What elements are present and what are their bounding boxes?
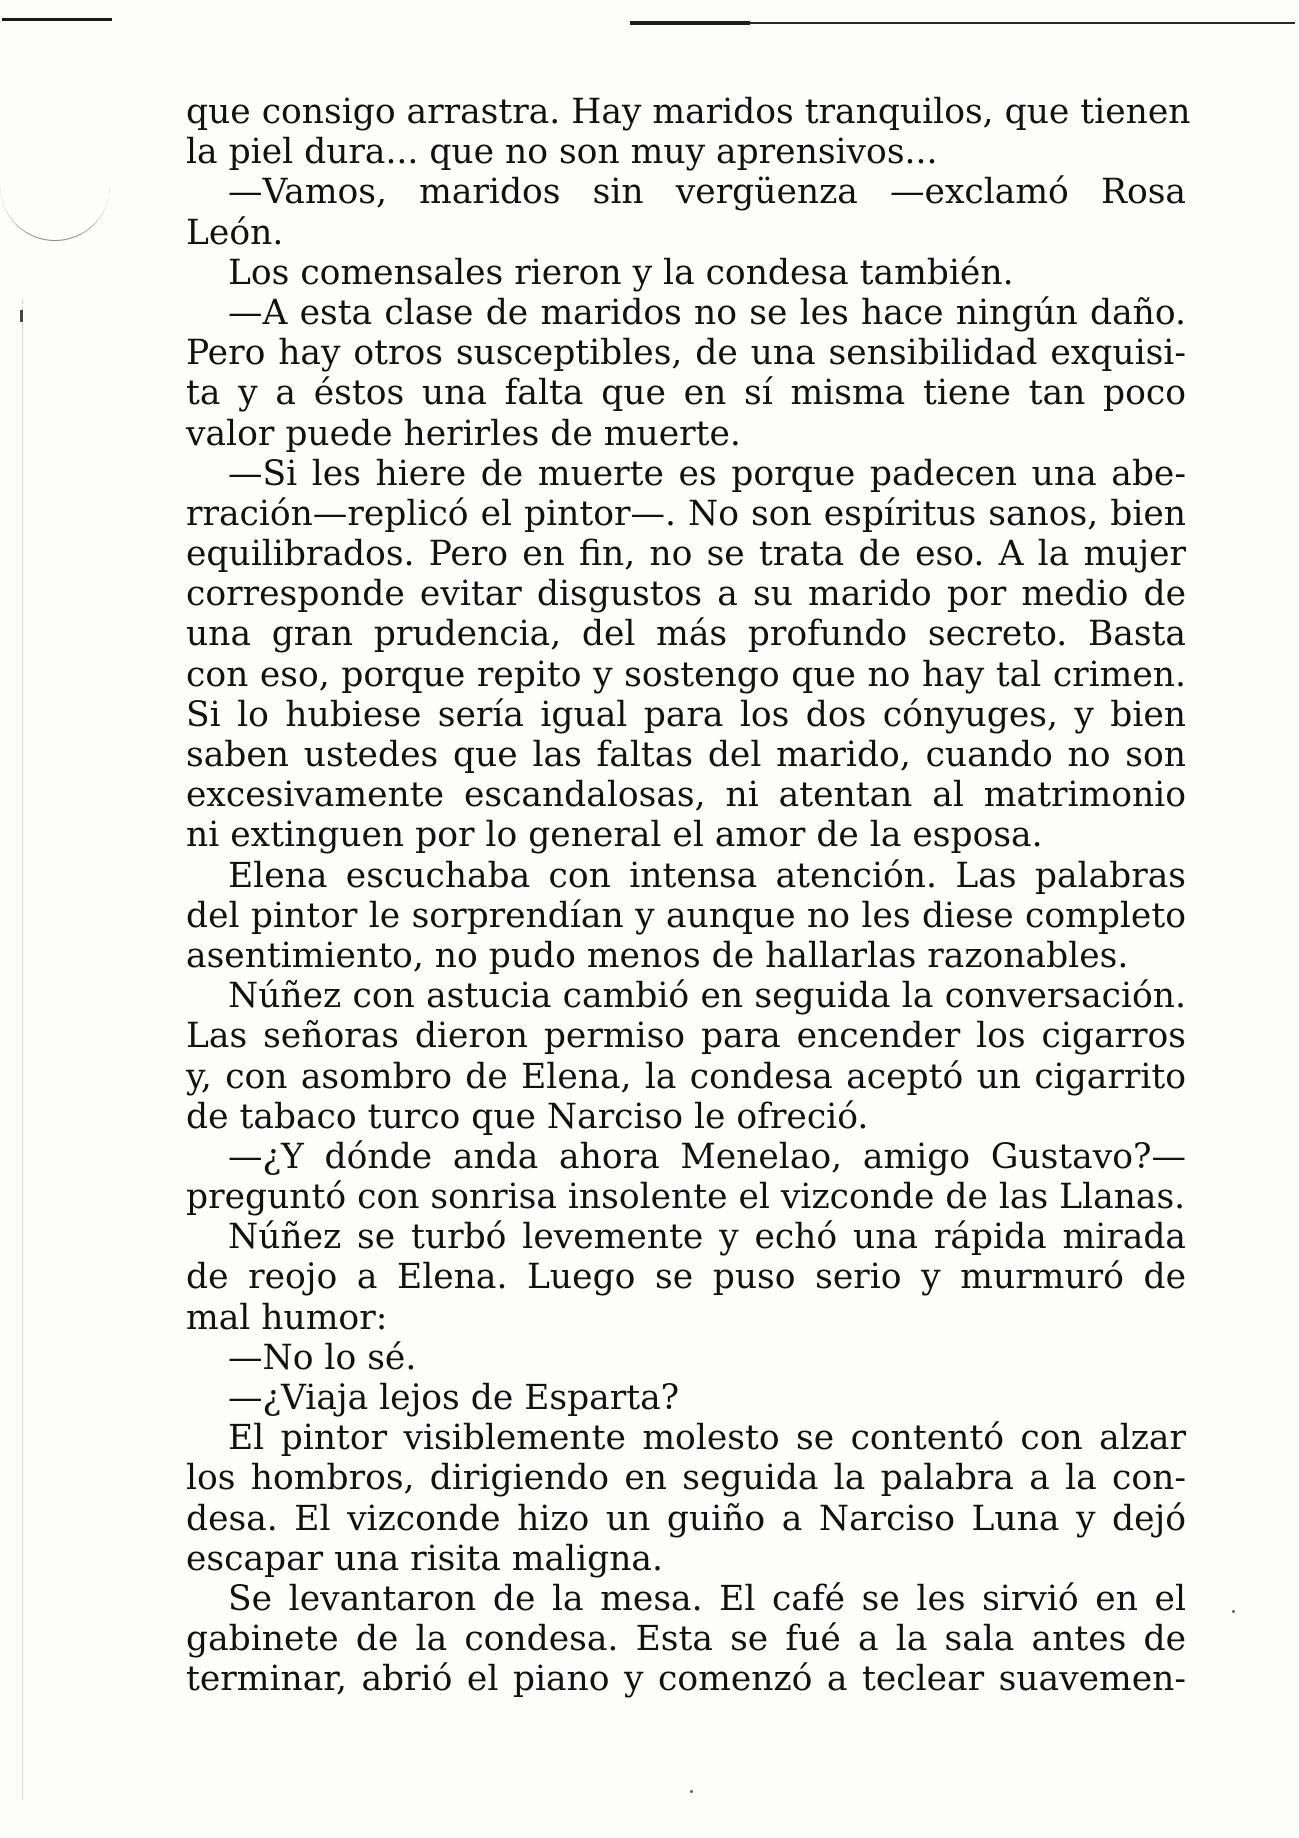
text-line: ni extinguen por lo general el amor de la esposa. [186,815,1043,856]
text-line: de reojo a Elena. Luego se puso serio y murmuró de [186,1257,1186,1298]
text-line: corresponde evitar disgustos a su marido por medio de [186,574,1186,615]
scan-speck [1232,1610,1235,1613]
text-line: la piel dura... que no son muy aprensivos... [186,132,938,173]
text-line: Elena escuchaba con intensa atención. Las palabras [228,855,1186,896]
text-line: Núñez con astucia cambió en seguida la conversación. [228,976,1186,1017]
text-line: Núñez se turbó levemente y echó una rápida mirada [228,1217,1186,1258]
text-line: una gran prudencia, del más profundo secreto. Basta [186,614,1186,655]
text-line: Las señoras dieron permiso para encender los cigarros [186,1016,1186,1057]
text-line: con eso, porque repito y sostengo que no hay tal crimen. [186,654,1186,695]
text-line: —No lo sé. [228,1337,417,1378]
scan-edge-dots [22,300,26,1800]
text-line: saben ustedes que las faltas del marido, cuando no son [186,735,1186,775]
text-line: desa. El vizconde hizo un guiño a Narciso Luna y dejó [186,1498,1186,1539]
text-line: del pintor le sorprendían y aunque no les diese completo [186,895,1186,936]
text-line: Los comensales rieron y la condesa también. [228,252,1014,293]
scan-edge-curve [0,180,110,241]
text-line: Si lo hubiese sería igual para los dos cónyuges, y bien [186,694,1186,735]
text-line: León. [186,212,284,253]
text-line: equilibrados. Pero en fin, no se trata de eso. A la mujer [186,534,1186,575]
scan-speck [690,1790,693,1793]
text-line: de tabaco turco que Narciso le ofreció. [186,1096,869,1137]
text-line: preguntó con sonrisa insolente el vizconde de las Llanas. [186,1177,1186,1218]
text-line: Se levantaron de la mesa. El café se les sirvió en el [228,1578,1186,1619]
text-line: ta y a éstos una falta que en sí misma tiene tan poco [186,373,1186,414]
text-line: —Vamos, maridos sin vergüenza —exclamó Rosa [228,172,1186,213]
scan-rule-right-thick [630,21,750,25]
text-line: Pero hay otros susceptibles, de una sensibilidad exquisi- [186,333,1186,374]
text-line: que consigo arrastra. Hay maridos tranquilos, que tienen [186,92,1191,132]
text-line: El pintor visiblemente molesto se contentó con alzar [228,1418,1186,1459]
text-line: valor puede herirles de muerte. [186,413,741,454]
text-line: los hombros, dirigiendo en seguida la palabra a la con- [186,1458,1186,1499]
scan-edge-tick [20,310,23,322]
text-line: asentimiento, no pudo menos de hallarlas razonables. [186,935,1129,976]
text-line: terminar, abrió el piano y comenzó a teclear suavemen- [186,1659,1186,1700]
text-line: —¿Viaja lejos de Esparta? [228,1378,680,1418]
text-line: y, con asombro de Elena, la condesa aceptó un cigarrito [186,1056,1186,1097]
text-line: mal humor: [186,1297,388,1338]
text-line: —Si les hiere de muerte es porque padecen una abe- [228,453,1186,494]
scan-rule-left [2,18,112,21]
text-line: escapar una risita maligna. [186,1538,663,1579]
text-line: excesivamente escandalosas, ni atentan al matrimonio [186,775,1186,816]
text-line: rración—replicó el pintor—. No son espíritus sanos, bien [186,493,1186,534]
text-line: —¿Y dónde anda ahora Menelao, amigo Gustavo?— [228,1136,1186,1177]
body-text [186,92,1191,1700]
text-line: —A esta clase de maridos no se les hace ningún daño. [228,292,1186,333]
text-line: gabinete de la condesa. Esta se fué a la sala antes de [186,1619,1186,1660]
